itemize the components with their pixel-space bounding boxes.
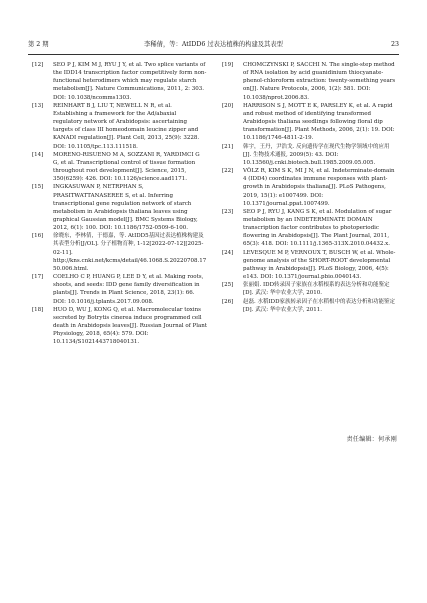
reference-item [222, 281, 397, 297]
reference-text: INGKASUWAN P, NETRPHAN S, PRASITWATTANASEREE S, et al. Inferring transcriptional gene regulation network of starch metabolism in Arabidopsis thaliana leaves using graphical Gaussian model[J]. BMC Systems Biology, 2012, 6(1): 100. DOI: 10.1186/1752-0509-6-100. [53, 184, 198, 232]
reference-number: [24] [222, 249, 234, 256]
reference-number: [15] [32, 184, 44, 191]
reference-number: [12] [32, 62, 44, 68]
reference-number: [19] [222, 62, 234, 68]
running-title: 李稀倩，等：AtIDD6 过表达植株的构建及其表型 [144, 41, 283, 48]
reference-item [32, 102, 207, 151]
reference-text: CHOMCZYNSKI P, SACCHI N. The single-step method of RNA isolation by acid guanidinium thiocyanate-phenol-chloroform extraction: twenty-something years on[J]. Nature Protocols, 2006, 1(2): 581. DOI: 10.1038/nprot.2006.83. [243, 62, 396, 101]
reference-item [222, 249, 397, 282]
reference-text: COELHO C P, HUANG P, LEE D Y, et al. Making roots, shoots, and seeds: IDD gene family diversification in plants[J]. Trends in Plant Science, 2018, 23(1): 66. DOI: 10.1016/j.tplants.2017.09.008. [53, 274, 204, 305]
reference-item [32, 306, 207, 347]
reference-text: 徐晓东，李林倩，于德嘉，等. AtIDD5基因过表达植株构建及其表型分析[J/OL]. 分子植物育种, 1-12[2022-07-12][2025-02-11]. http://kns.cnki.net/kcms/detail/46.1068.S.20220708.1750.006.html. [53, 233, 207, 272]
reference-number: [21] [222, 143, 234, 150]
reference-item [222, 61, 397, 102]
reference-text: HARRISON S J, MOTT E K, PARSLEY K, et al. A rapid and robust method of identifying transformed Arabidopsis thaliana seedlings following floral dip transformation[J]. Plant Methods, 2006, 2(1): 19. DOI: 10.1186/1746-4811-2-19. [243, 102, 395, 142]
reference-number: [13] [32, 102, 44, 109]
reference-text: VÖLZ R, KIM S K, MI J N, et al. Indeterminate-domain 4 (IDD4) coordinates immune responses with plant-growth in Arabidopsis thaliana[J]. PLoS Pathogens, 2019, 15(1): e1007499. DOI: 10.1371/journal.ppat.1007499. [243, 168, 395, 207]
reference-number: [18] [32, 306, 44, 313]
reference-number: [16] [32, 233, 44, 240]
reference-number: [26] [222, 298, 234, 305]
reference-number: [20] [222, 102, 234, 109]
responsible-editor: 责任编辑：何承刚 [346, 436, 397, 443]
reference-item [32, 183, 207, 232]
reference-text: 韩宇，王丹，尹浩戈. 反向遗传学在现代生物学领域中的应用[J]. 生物技术通报, 2009(5): 43. DOI: 10.13560/j.cnki.biotech.bull.1985.2009.05.005. [243, 143, 390, 166]
reference-text: SEO P J, KIM M J, RYU J Y, et al. Two splice variants of the IDD14 transcription factor competitively form non-functional heterodimers which may regulate starch metabolism[J]. Nature Communications, 2011, 2: 303. DOI: 10.1038/ncomms1303. [53, 62, 207, 101]
issue-number: 第 2 期 [28, 41, 49, 48]
reference-number: [25] [222, 282, 234, 289]
reference-number: [14] [32, 151, 44, 158]
reference-text: HUO D, WU J, KONG Q, et al. Macromolecular toxins secreted by Botrytis cinerea induce programmed cell death in Arabidopsis leaves[J]. Russian Journal of Plant Physiology, 2018, 65(4): 579. DOI: 10.1134/S1021443718040131. [53, 306, 207, 346]
reference-item [222, 208, 397, 249]
header-divider [28, 54, 399, 55]
reference-item [222, 143, 397, 167]
reference-item [222, 298, 397, 314]
references-right-column [222, 61, 397, 314]
reference-item [32, 232, 207, 273]
reference-number: [17] [32, 274, 44, 281]
reference-number: [22] [222, 168, 234, 175]
reference-text: LEVESQUE M P, VERNOUX T, BUSCH W, et al. Whole-genome analysis of the SHORT-ROOT developmental pathway in Arabidopsis[J]. PLoS Biology, 2006, 4(5): e143. DOI: 10.1371/journal.pbio.0040143. [243, 249, 396, 281]
reference-item [32, 273, 207, 306]
reference-item [32, 151, 207, 184]
reference-text: 张丽娟. IDD转录因子家族在水稻根系的表达分析和功能鉴定[D]. 武汉: 华中农业大学, 2010. [243, 282, 390, 297]
reference-number: [23] [222, 208, 234, 215]
page-number: 23 [390, 41, 399, 48]
reference-item [222, 102, 397, 143]
reference-item [222, 167, 397, 208]
references-left-column [32, 61, 207, 346]
page-header [28, 38, 399, 52]
reference-text: MORENO-RISUENO M A, SOZZANI R, YARDIMCI G G, et al. Transcriptional control of tissue formation throughout root development[J]. Science, 2015, 350(6259): 426. DOI: 10.1126/science.aad1171. [53, 151, 200, 183]
reference-text: SEO P J, RYU J, KANG S K, et al. Modulation of sugar metabolism by an INDETERMINATE DOMAIN transcription factor contributes to photoperiodic flowering in Arabidopsis[J]. The Plant Journal, 2011, 65(3): 418. DOI: 10.1111/j.1365-313X.2010.04432.x. [243, 208, 392, 248]
reference-text: REINHART B J, LIU T, NEWELL N R, et al. Establishing a framework for the Ad/abaxial regulatory network of Arabidopsis: ascertaining targets of class III homeodomain leucine zipper and KANADI regulation[J]. Plant Cell, 2013, 25(9): 3228. DOI: 10.1105/tpc.113.111518. [53, 102, 200, 150]
reference-text: 赵磊. 水稻IDD家族转录因子在水稻根中的表达分析和功能鉴定[D]. 武汉: 华中农业大学, 2011. [243, 298, 395, 313]
reference-item [32, 61, 207, 102]
